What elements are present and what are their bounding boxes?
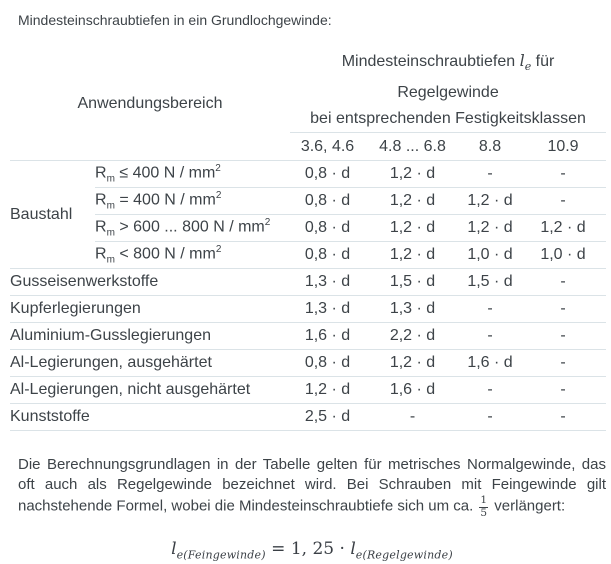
value-cell: 1,2 · d	[460, 215, 520, 242]
condition-cell: $R_m = 400$ N / $mm^2$	[95, 188, 290, 215]
value-cell: 1,3 · d	[290, 269, 365, 296]
value-cell: -	[520, 377, 606, 404]
formula-coefficient: 1, 25	[290, 539, 335, 560]
condition-cell: $R_m < 800$ N / $mm^2$	[95, 242, 290, 269]
class-header-109: 10.9	[520, 133, 606, 161]
value-cell: 1,2 · d	[365, 215, 460, 242]
value-cell: -	[365, 404, 460, 431]
table-row	[10, 269, 606, 296]
table-row	[10, 188, 606, 215]
value-cell: -	[520, 269, 606, 296]
header-line-3: bei entsprechenden Festigkeitsklassen	[310, 110, 586, 128]
header-line-2: Regelgewinde	[397, 84, 499, 102]
note-text-before: Die Berechnungsgrundlagen in der Tabelle gelten für metrisches Normalgewinde, das oft auch als Regelgewinde bezeichnet wird. Bei Schrauben mit Feingewinde gilt nachstehende Formel, wobei die Mindesteinschraubtiefe sich um ca.	[18, 456, 606, 515]
value-cell: -	[460, 377, 520, 404]
column-header-anwendungsbereich: Anwendungsbereich	[10, 48, 290, 161]
row-label-cell: Aluminium-Gusslegierungen	[10, 323, 290, 350]
table-row	[10, 404, 606, 431]
value-cell: -	[460, 296, 520, 323]
row-label-cell: Kunststoffe	[10, 404, 290, 431]
value-cell: 1,2 · d	[365, 188, 460, 215]
row-label-cell: Gusseisenwerkstoffe	[10, 269, 290, 296]
formula-operator: ·	[334, 539, 351, 560]
value-cell: 1,2 · d	[460, 188, 520, 215]
value-cell: 1,5 · d	[460, 269, 520, 296]
value-cell: 0,8 · d	[304, 165, 351, 183]
table-row	[10, 377, 606, 404]
value-cell: -	[520, 188, 606, 215]
formula	[18, 539, 606, 561]
value-cell: 1,6 · d	[460, 350, 520, 377]
header-line1-pre: Mindesteinschraubtiefen	[341, 53, 520, 70]
table-row	[10, 161, 606, 188]
min-screw-depth-table	[10, 48, 606, 431]
value-cell: 0,8 · d	[290, 242, 365, 269]
group-label-cell: Baustahl	[10, 205, 73, 223]
value-cell: 1,2 · d	[365, 350, 460, 377]
value-cell: 1,2 · d	[365, 242, 460, 269]
value-cell: -	[520, 323, 606, 350]
formula-equals: =	[265, 539, 291, 560]
value-cell: -	[520, 404, 606, 431]
value-cell: 2,2 · d	[365, 323, 460, 350]
value-cell: 1,2 · d	[389, 165, 436, 183]
row-label-cell: Kupferlegierungen	[10, 296, 290, 323]
value-cell: 0,8 · d	[290, 215, 365, 242]
value-cell: 2,5 · d	[290, 404, 365, 431]
condition-cell: $R_m \le 400$ N / $mm^2$	[95, 163, 221, 185]
header-line1-post: für	[531, 53, 555, 70]
formula-lhs-base: l	[171, 539, 177, 560]
class-header-4868: 4.8 ... 6.8	[365, 133, 460, 161]
condition-cell: $R_m > 600$ ... 800 N / $mm^2$	[95, 215, 290, 242]
table-row	[10, 296, 606, 323]
class-header-3646: 3.6, 4.6	[290, 133, 365, 161]
value-cell: -	[520, 296, 606, 323]
table-row	[10, 242, 606, 269]
note-paragraph	[18, 455, 606, 519]
table-row	[10, 215, 606, 242]
value-cell: -	[560, 165, 566, 183]
value-cell: 1,5 · d	[365, 269, 460, 296]
value-cell: 1,2 · d	[520, 215, 606, 242]
formula-lhs-sub: e(Feingewinde)	[176, 548, 266, 562]
class-header-88: 8.8	[460, 133, 520, 161]
value-cell: 1,3 · d	[290, 296, 365, 323]
value-cell: 1,6 · d	[290, 323, 365, 350]
table-row	[10, 350, 606, 377]
value-cell: 1,2 · d	[290, 377, 365, 404]
column-header-festigkeitsklassen	[290, 48, 606, 133]
value-cell: -	[487, 165, 493, 183]
table-header-row	[10, 48, 606, 133]
value-cell: 0,8 · d	[290, 350, 365, 377]
note-text-after: verlängert:	[490, 497, 566, 515]
fraction-one-fifth: $\frac{1}{5}$	[480, 494, 488, 519]
value-cell: 1,0 · d	[460, 242, 520, 269]
value-cell: 1,3 · d	[365, 296, 460, 323]
value-cell: 0,8 · d	[290, 188, 365, 215]
page-title: Mindesteinschraubtiefen in ein Grundlochgewinde:	[18, 12, 332, 28]
header-line-1	[290, 48, 606, 80]
formula-rhs-sub: e(Regelgewinde)	[355, 548, 453, 562]
value-cell: 1,0 · d	[520, 242, 606, 269]
table-row	[10, 323, 606, 350]
row-label-cell: Al-Legierungen, nicht ausgehärtet	[10, 377, 290, 404]
value-cell: -	[460, 404, 520, 431]
value-cell: -	[460, 323, 520, 350]
math-le-symbol: $l_e$	[519, 51, 532, 74]
value-cell: -	[520, 350, 606, 377]
value-cell: 1,6 · d	[365, 377, 460, 404]
row-label-cell: Al-Legierungen, ausgehärtet	[10, 350, 290, 377]
formula-rhs-base: l	[350, 539, 356, 560]
